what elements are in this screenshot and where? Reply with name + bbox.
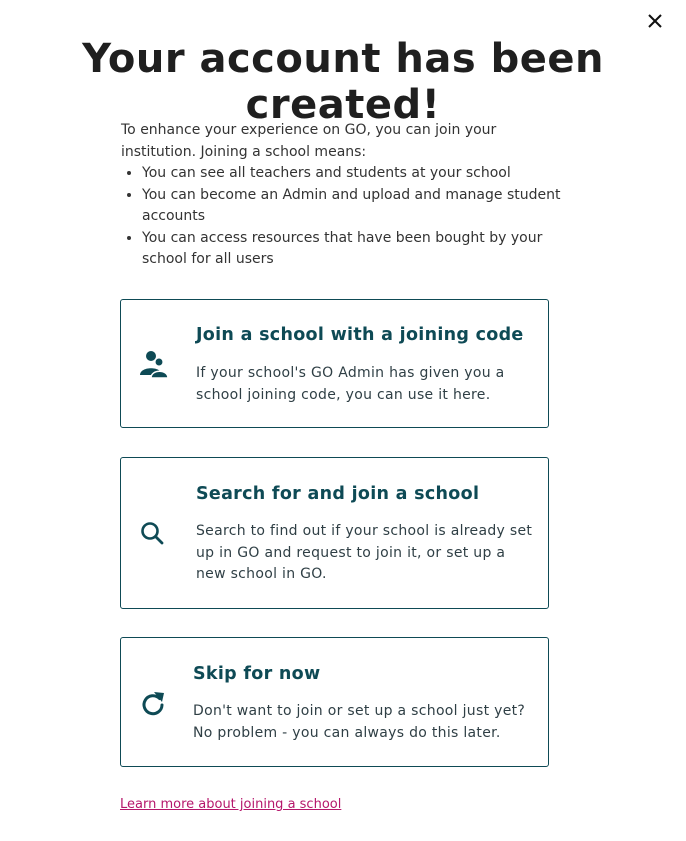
close-icon xyxy=(642,8,668,34)
search-icon xyxy=(137,518,169,550)
intro-lead: To enhance your experience on GO, you can join your institution. Joining a school means: xyxy=(121,122,497,160)
option-title: Join a school with a joining code xyxy=(196,325,524,345)
refresh-icon xyxy=(137,688,169,720)
users-icon xyxy=(137,348,169,380)
search-school-option[interactable] xyxy=(120,457,549,609)
list-item: • You can become an Admin and upload and manage student accounts xyxy=(142,185,561,228)
option-title: Skip for now xyxy=(193,664,321,684)
list-item: • You can access resources that have been bought by your school for all users xyxy=(142,228,561,271)
skip-option[interactable] xyxy=(120,637,549,767)
option-description: Search to find out if your school is already set up in GO and request to join it, or set up a new school in GO. xyxy=(196,523,533,582)
benefits-list xyxy=(121,163,561,271)
page-title: Your account has been created! xyxy=(82,36,604,128)
join-with-code-option[interactable] xyxy=(120,299,549,428)
list-item: • You can see all teachers and students at your school xyxy=(142,163,561,185)
intro-text xyxy=(121,120,561,271)
option-description: If your school's GO Admin has given you a school joining code, you can use it here. xyxy=(196,365,505,403)
option-description: Don't want to join or set up a school just yet? No problem - you can always do this later. xyxy=(193,703,526,741)
learn-more-link[interactable]: Learn more about joining a school xyxy=(120,797,342,812)
option-title: Search for and join a school xyxy=(196,484,480,504)
close-button[interactable] xyxy=(642,8,668,34)
